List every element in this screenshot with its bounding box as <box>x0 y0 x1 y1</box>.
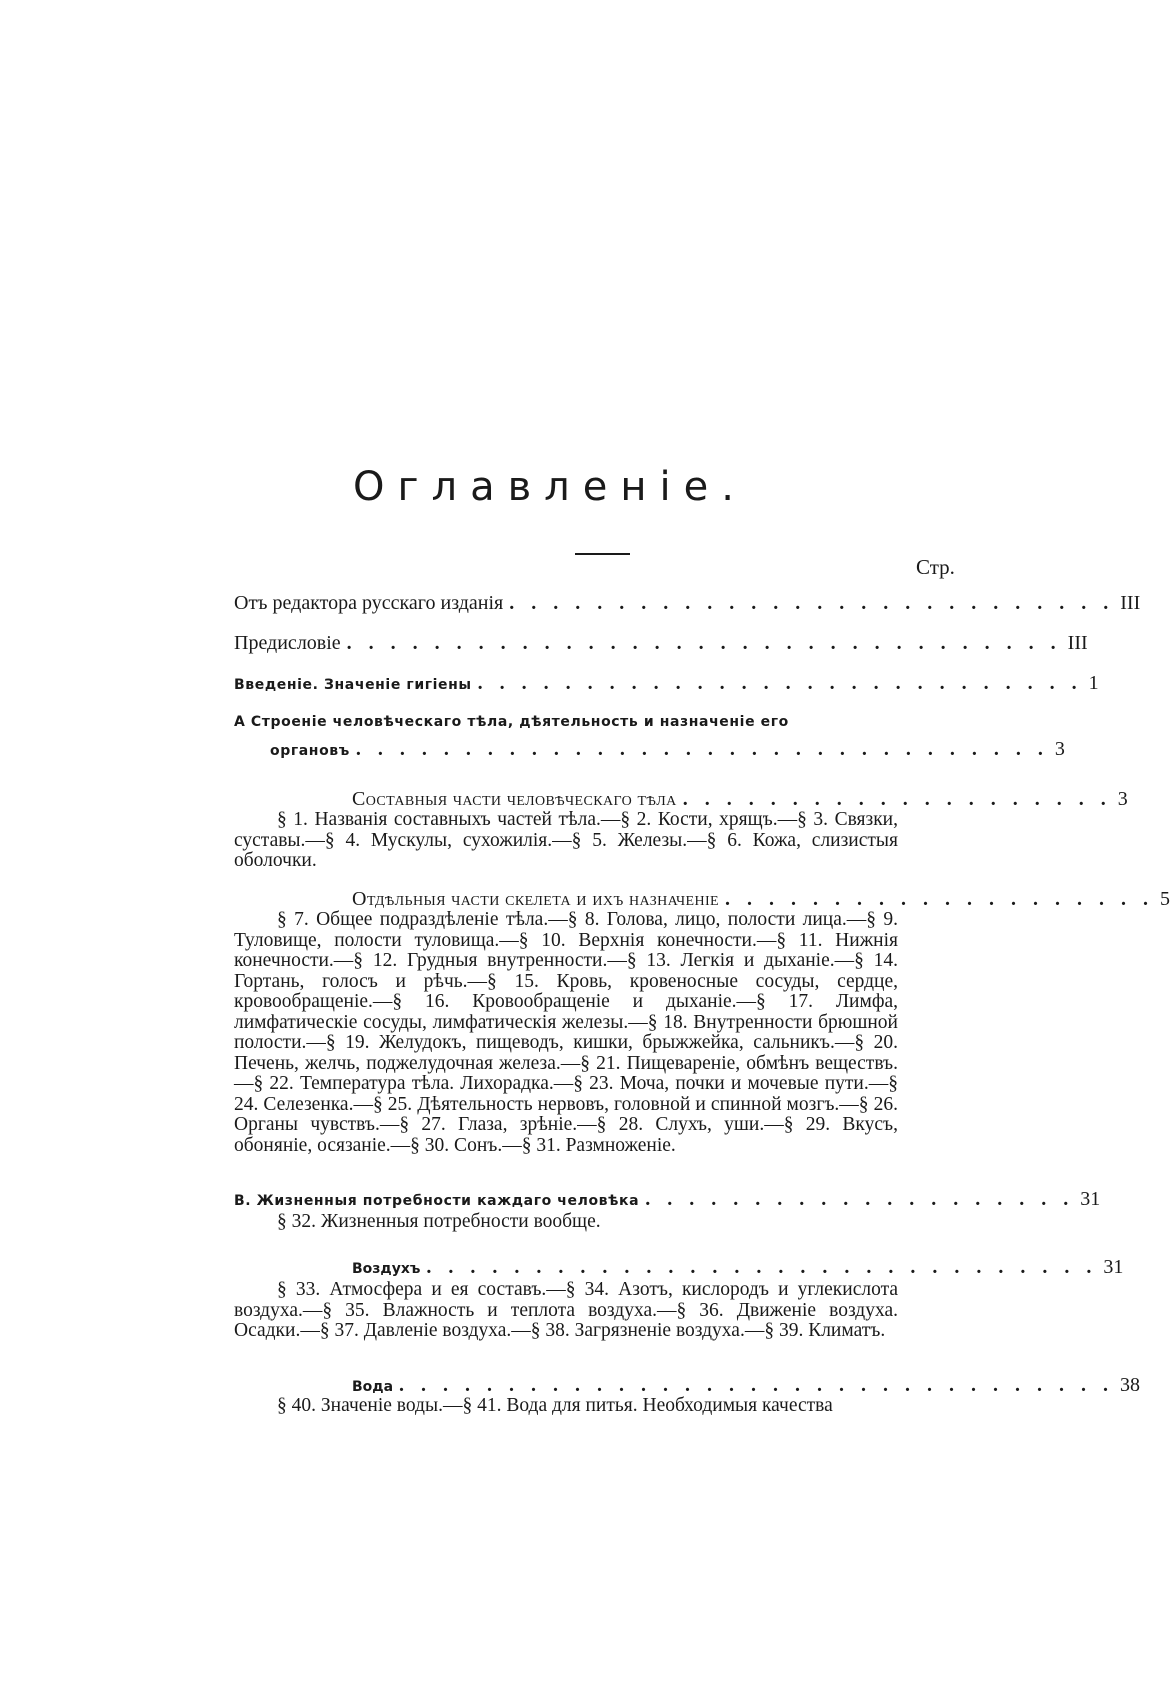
toc-paragraph-1: § 1. Названія составныхъ частей тѣла.—§ 2. Кости, хрящъ.—§ 3. Связки, суставы.—§ 4. Мускулы, сухожилія.—§ 5. Железы.—§ 6. Кожа, слизистыя оболочки. <box>234 809 898 871</box>
leader-dots: . . . . . . . . . . . . . . . . . . . . <box>724 888 1154 910</box>
toc-entry-air[interactable] <box>352 1256 1124 1279</box>
toc-entry-section-b[interactable] <box>234 1188 1101 1211</box>
toc-entry-section-a-line2[interactable] <box>270 738 1065 761</box>
toc-entry-label: Предисловіе <box>234 632 341 654</box>
toc-entry-skeleton-parts[interactable] <box>352 888 1170 911</box>
leader-dots: . . . . . . . . . . . . . . . . . . . . . . . . . . . . . . . . . <box>399 1374 1115 1396</box>
toc-entry-label: Отъ редактора русскаго изданія <box>234 592 504 614</box>
page-column-header: Стр. <box>916 555 955 579</box>
toc-entry-page: III <box>1120 592 1141 614</box>
toc-entry-label: Составныя части человѣческаго тѣла <box>352 788 677 810</box>
toc-entry-label: Введеніе. Значеніе гигіены <box>234 677 472 693</box>
toc-entry-foreword[interactable] <box>234 632 1088 655</box>
leader-dots: . . . . . . . . . . . . . . . . . . . . . . . . . . . . . . . . . <box>346 632 1062 654</box>
toc-entry-page: III <box>1067 632 1088 654</box>
toc-paragraph-5: § 40. Значеніе воды.—§ 41. Вода для питья. Необходимыя качества <box>277 1395 833 1416</box>
toc-entry-page: 3 <box>1117 788 1128 810</box>
toc-entry-label: Отдѣльныя части скелета и ихъ назначеніе <box>352 888 719 910</box>
leader-dots: . . . . . . . . . . . . . . . . . . . . <box>682 788 1112 810</box>
leader-dots: . . . . . . . . . . . . . . . . . . . . . . . . . . . . <box>509 592 1115 614</box>
toc-entry-editor-preface[interactable] <box>234 592 1141 615</box>
leader-dots: . . . . . . . . . . . . . . . . . . . . . . . . . . . . . . . . <box>355 738 1049 760</box>
leader-dots: . . . . . . . . . . . . . . . . . . . . <box>645 1188 1075 1210</box>
toc-entry-page: 31 <box>1103 1256 1124 1278</box>
toc-entry-body-parts[interactable] <box>352 788 1128 811</box>
toc-entry-label: органовъ <box>270 743 350 759</box>
leader-dots: . . . . . . . . . . . . . . . . . . . . . . . . . . . . . . . <box>426 1256 1098 1278</box>
toc-paragraph-3: § 32. Жизненныя потребности вообще. <box>277 1211 601 1232</box>
page-title: Оглавленіе. <box>353 464 747 510</box>
toc-entry-label: А Строеніе человѣческаго тѣла, дѣятельность и назначеніе его <box>234 714 789 730</box>
toc-entry-section-a-line1[interactable] <box>234 714 904 730</box>
toc-paragraph-2: § 7. Общее подраздѣленіе тѣла.—§ 8. Голова, лицо, полости лица.—§ 9. Туловище, полости туловища.—§ 10. Верхнія конечности.—§ 11. Нижнія конечности.—§ 12. Грудныя внутренности.—§ 13. Легкія и дыханіе.—§ 14. Гортань, голосъ и рѣчь.—§ 15. Кровь, кровеносные сосуды, сердце, кровообращеніе.—§ 16. Кровообращеніе и дыханіе.—§ 17. Лимфа, лимфатическіе сосуды, лимфатическія железы.—§ 18. Внутренности брюшной полости.—§ 19. Желудокъ, пищеводъ, кишки, брыжжейка, сальникъ.—§ 20. Печень, желчь, поджелудочная железа.—§ 21. Пищевареніе, обмѣнъ веществъ.—§ 22. Температура тѣла. Лихорадка.—§ 23. Моча, почки и мочевые пути.—§ 24. Селезенка.—§ 25. Дѣятельность нервовъ, головной и спинной мозгъ.—§ 26. Органы чувствъ.—§ 27. Глаза, зрѣніе.—§ 28. Слухъ, уши.—§ 29. Вкусъ, обоняніе, осязаніе.—§ 30. Сонъ.—§ 31. Размноженіе. <box>234 909 898 1156</box>
toc-paragraph-4: § 33. Атмосфера и ея составъ.—§ 34. Азотъ, кислородъ и углекислота воздуха.—§ 35. Влажность и теплота воздуха.—§ 36. Движеніе воздуха. Осадки.—§ 37. Давленіе воздуха.—§ 38. Загрязненіе воздуха.—§ 39. Климатъ. <box>234 1279 898 1341</box>
toc-entry-introduction[interactable] <box>234 672 1099 695</box>
toc-entry-page: 3 <box>1054 738 1065 760</box>
toc-entry-page: 1 <box>1088 672 1099 694</box>
title-rule <box>575 553 630 555</box>
toc-entry-page: 38 <box>1120 1374 1141 1396</box>
leader-dots: . . . . . . . . . . . . . . . . . . . . . . . . . . . . <box>477 672 1083 694</box>
toc-entry-label: Вода <box>352 1379 394 1395</box>
toc-entry-label: В. Жизненныя потребности каждаго человѣка <box>234 1193 640 1209</box>
toc-entry-page: 31 <box>1080 1188 1101 1210</box>
toc-entry-water[interactable] <box>352 1374 1141 1397</box>
toc-entry-page: 5 <box>1159 888 1170 910</box>
toc-entry-label: Воздухъ <box>352 1261 421 1277</box>
